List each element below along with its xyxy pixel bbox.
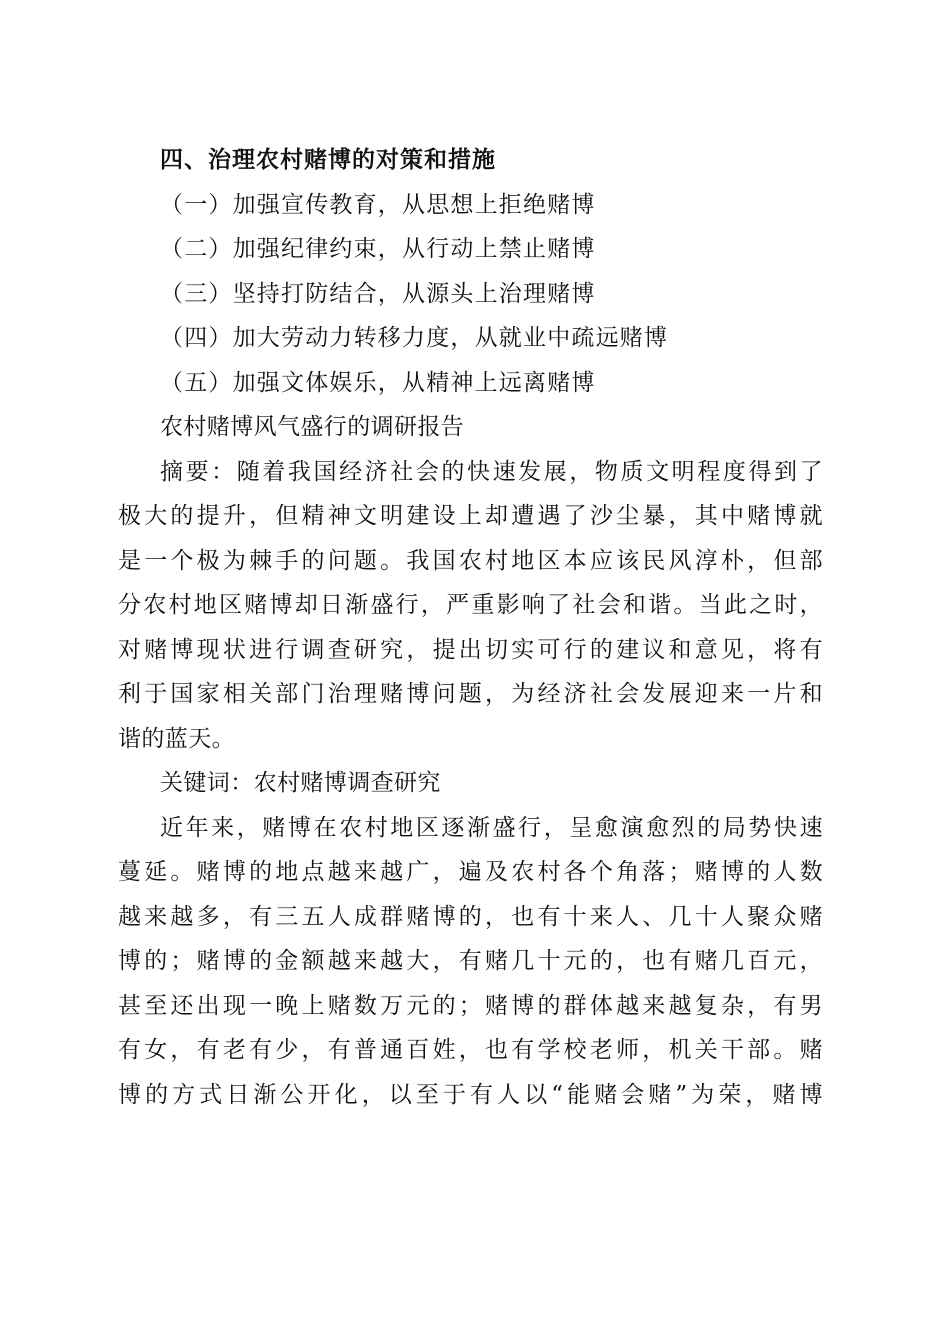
body-line: 有女，有老有少，有普通百姓，也有学校老师，机关干部。赌 — [118, 1037, 823, 1063]
report-title: 农村赌博风气盛行的调研报告 — [160, 414, 465, 440]
abstract-line: 利于国家相关部门治理赌博问题，为经济社会发展迎来一片和 — [118, 681, 823, 707]
section-heading: 四、治理农村赌博的对策和措施 — [160, 146, 496, 173]
abstract-line: 摘要：随着我国经济社会的快速发展，物质文明程度得到了 — [160, 458, 823, 485]
subsection-4: （四）加大劳动力转移力度，从就业中疏远赌博 — [160, 325, 669, 351]
body-line: 甚至还出现一晚上赌数万元的；赌博的群体越来越复杂，有男 — [118, 992, 823, 1019]
body-line: 近年来，赌博在农村地区逐渐盛行，呈愈演愈烈的局势快速 — [160, 814, 823, 841]
abstract-line: 极大的提升，但精神文明建设上却遭遇了沙尘暴，其中赌博就 — [118, 503, 823, 529]
subsection-5: （五）加强文体娱乐，从精神上远离赌博 — [160, 369, 596, 396]
subsection-2: （二）加强纪律约束，从行动上禁止赌博 — [160, 236, 596, 262]
abstract-paragraph — [118, 450, 823, 762]
subsection-3: （三）坚持打防结合，从源头上治理赌博 — [160, 280, 596, 307]
abstract-line: 谐的蓝天。 — [118, 725, 235, 752]
abstract-line: 分农村地区赌博却日渐盛行，严重影响了社会和谐。当此之时， — [118, 592, 823, 618]
body-line: 博的；赌博的金额越来越大，有赌几十元的，也有赌几百元， — [118, 948, 823, 974]
document-content — [118, 138, 823, 1117]
keywords: 关键词：农村赌博调查研究 — [160, 770, 441, 796]
body-line: 蔓延。赌博的地点越来越广，遍及农村各个角落；赌博的人数 — [118, 859, 823, 885]
body-paragraph — [118, 806, 823, 1118]
subsection-1: （一）加强宣传教育，从思想上拒绝赌博 — [160, 191, 596, 218]
abstract-line: 对赌博现状进行调查研究，提出切实可行的建议和意见，将有 — [118, 636, 823, 663]
body-line: 越来越多，有三五人成群赌博的，也有十来人、几十人聚众赌 — [118, 903, 823, 930]
body-line: 博的方式日渐公开化，以至于有人以“能赌会赌”为荣，赌博 — [118, 1081, 823, 1108]
abstract-line: 是一个极为棘手的问题。我国农村地区本应该民风淳朴，但部 — [118, 547, 823, 574]
